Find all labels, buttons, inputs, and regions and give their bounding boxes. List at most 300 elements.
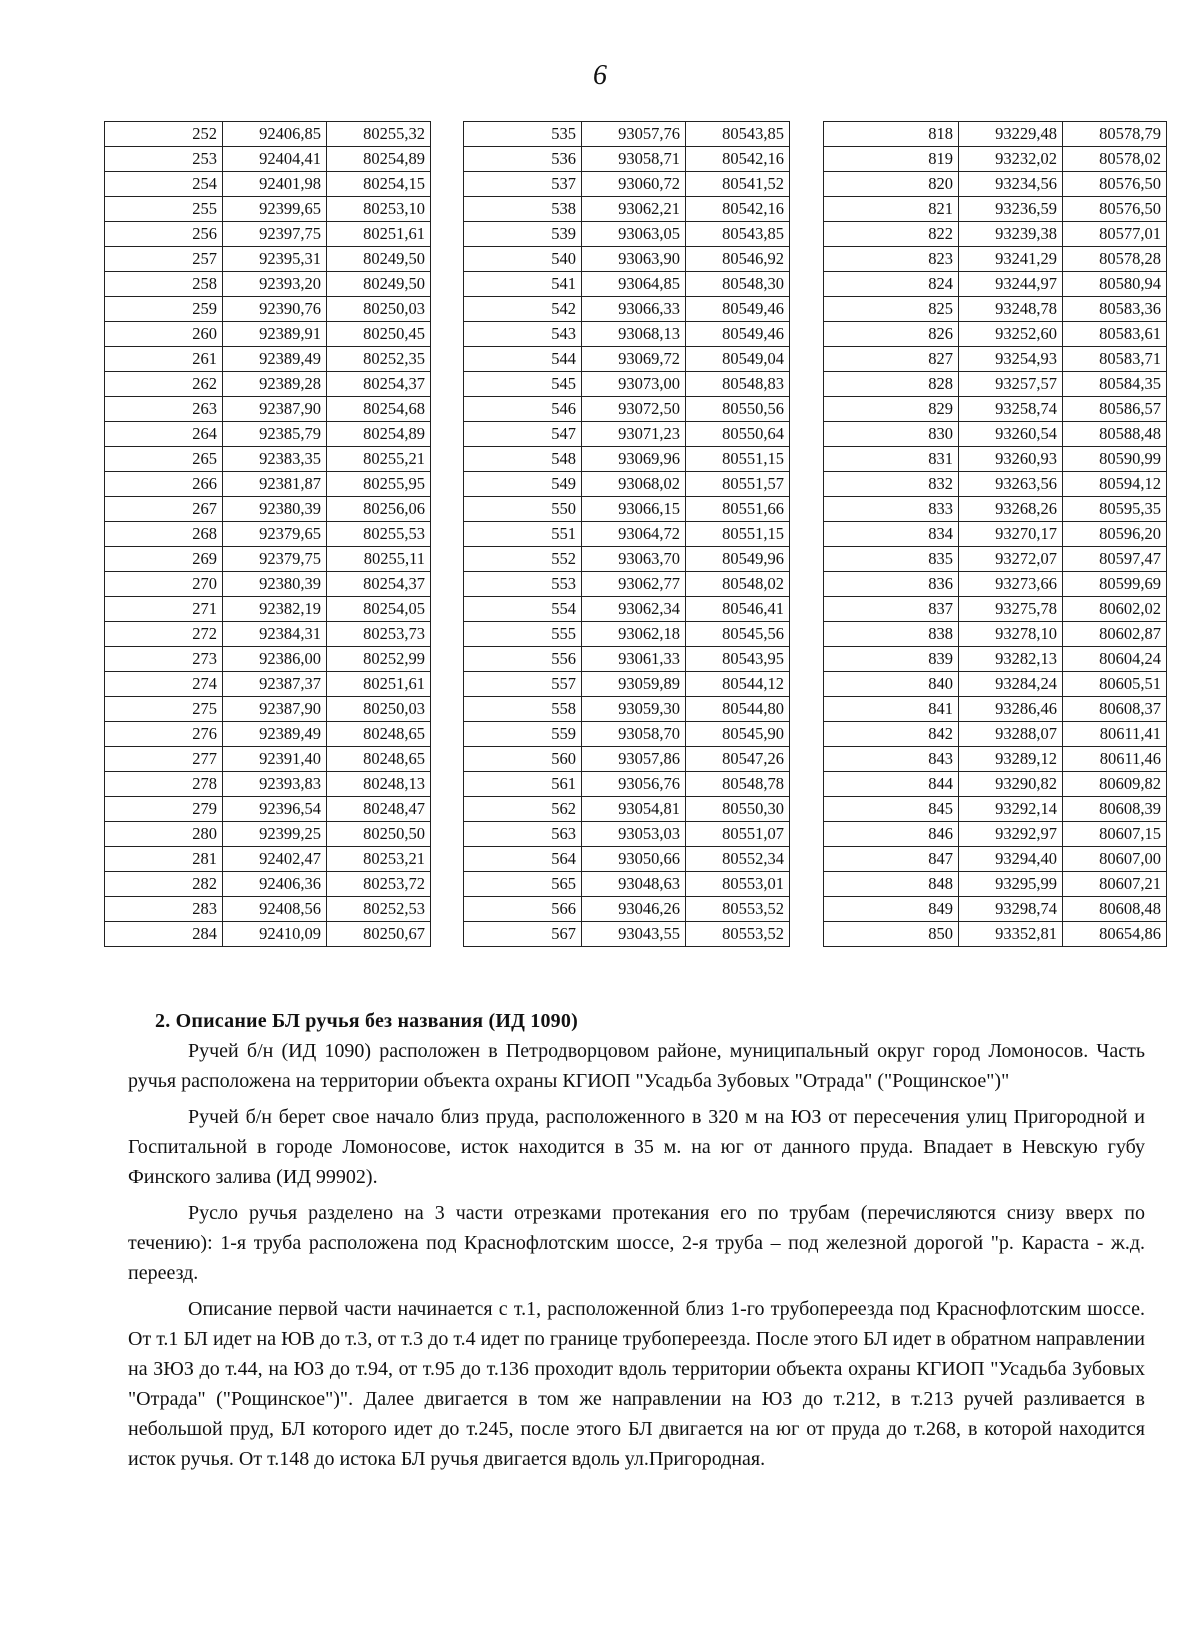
- x-coordinate-cell: 93048,63: [582, 872, 686, 897]
- y-coordinate-cell: 80576,50: [1063, 172, 1167, 197]
- y-coordinate-cell: 80551,07: [686, 822, 790, 847]
- x-coordinate-cell: 92386,00: [223, 647, 327, 672]
- table-row: [105, 822, 431, 847]
- table-row: [105, 572, 431, 597]
- y-coordinate-cell: 80255,21: [327, 447, 431, 472]
- table-row: [105, 647, 431, 672]
- x-coordinate-cell: 92390,76: [223, 297, 327, 322]
- table-row: [464, 372, 790, 397]
- table-row: [824, 597, 1167, 622]
- y-coordinate-cell: 80543,85: [686, 122, 790, 147]
- table-row: [464, 847, 790, 872]
- y-coordinate-cell: 80609,82: [1063, 772, 1167, 797]
- y-coordinate-cell: 80550,56: [686, 397, 790, 422]
- x-coordinate-cell: 93046,26: [582, 897, 686, 922]
- point-number-cell: 841: [824, 697, 959, 722]
- table-row: [105, 147, 431, 172]
- y-coordinate-cell: 80605,51: [1063, 672, 1167, 697]
- y-coordinate-cell: 80542,16: [686, 197, 790, 222]
- y-coordinate-cell: 80549,04: [686, 347, 790, 372]
- table-row: [105, 172, 431, 197]
- table-row: [824, 122, 1167, 147]
- x-coordinate-cell: 93059,30: [582, 697, 686, 722]
- y-coordinate-cell: 80607,21: [1063, 872, 1167, 897]
- table-row: [464, 697, 790, 722]
- x-coordinate-cell: 93062,34: [582, 597, 686, 622]
- x-coordinate-cell: 93062,77: [582, 572, 686, 597]
- point-number-cell: 842: [824, 722, 959, 747]
- y-coordinate-cell: 80580,94: [1063, 272, 1167, 297]
- table-row: [464, 647, 790, 672]
- y-coordinate-cell: 80255,32: [327, 122, 431, 147]
- point-number-cell: 275: [105, 697, 223, 722]
- y-coordinate-cell: 80542,16: [686, 147, 790, 172]
- y-coordinate-cell: 80608,39: [1063, 797, 1167, 822]
- y-coordinate-cell: 80251,61: [327, 222, 431, 247]
- table-row: [824, 197, 1167, 222]
- point-number-cell: 830: [824, 422, 959, 447]
- point-number-cell: 826: [824, 322, 959, 347]
- x-coordinate-cell: 93260,54: [959, 422, 1063, 447]
- table-row: [105, 747, 431, 772]
- table-row: [464, 747, 790, 772]
- y-coordinate-cell: 80252,99: [327, 647, 431, 672]
- x-coordinate-cell: 93272,07: [959, 547, 1063, 572]
- point-number-cell: 269: [105, 547, 223, 572]
- point-number-cell: 828: [824, 372, 959, 397]
- table-row: [824, 547, 1167, 572]
- point-number-cell: 827: [824, 347, 959, 372]
- y-coordinate-cell: 80544,12: [686, 672, 790, 697]
- table-row: [105, 222, 431, 247]
- table-row: [464, 897, 790, 922]
- point-number-cell: 276: [105, 722, 223, 747]
- table-row: [464, 247, 790, 272]
- x-coordinate-cell: 93234,56: [959, 172, 1063, 197]
- point-number-cell: 284: [105, 922, 223, 947]
- x-coordinate-cell: 93352,81: [959, 922, 1063, 947]
- point-number-cell: 846: [824, 822, 959, 847]
- table-row: [464, 197, 790, 222]
- table-row: [105, 372, 431, 397]
- point-number-cell: 839: [824, 647, 959, 672]
- coordinates-table-1: [104, 121, 431, 947]
- table-row: [824, 247, 1167, 272]
- x-coordinate-cell: 92382,19: [223, 597, 327, 622]
- point-number-cell: 277: [105, 747, 223, 772]
- x-coordinate-cell: 93298,74: [959, 897, 1063, 922]
- table-row: [824, 172, 1167, 197]
- table-row: [464, 622, 790, 647]
- y-coordinate-cell: 80594,12: [1063, 472, 1167, 497]
- point-number-cell: 541: [464, 272, 582, 297]
- point-number-cell: 823: [824, 247, 959, 272]
- y-coordinate-cell: 80583,36: [1063, 297, 1167, 322]
- y-coordinate-cell: 80254,89: [327, 147, 431, 172]
- point-number-cell: 549: [464, 472, 582, 497]
- point-number-cell: 542: [464, 297, 582, 322]
- y-coordinate-cell: 80596,20: [1063, 522, 1167, 547]
- table-row: [464, 347, 790, 372]
- x-coordinate-cell: 93058,70: [582, 722, 686, 747]
- point-number-cell: 271: [105, 597, 223, 622]
- x-coordinate-cell: 93050,66: [582, 847, 686, 872]
- x-coordinate-cell: 93062,18: [582, 622, 686, 647]
- table-row: [464, 122, 790, 147]
- y-coordinate-cell: 80248,13: [327, 772, 431, 797]
- table-row: [464, 872, 790, 897]
- y-coordinate-cell: 80248,65: [327, 747, 431, 772]
- point-number-cell: 833: [824, 497, 959, 522]
- table-row: [824, 472, 1167, 497]
- y-coordinate-cell: 80253,73: [327, 622, 431, 647]
- point-number-cell: 274: [105, 672, 223, 697]
- x-coordinate-cell: 92381,87: [223, 472, 327, 497]
- point-number-cell: 822: [824, 222, 959, 247]
- point-number-cell: 836: [824, 572, 959, 597]
- point-number-cell: 279: [105, 797, 223, 822]
- table-row: [105, 522, 431, 547]
- y-coordinate-cell: 80249,50: [327, 272, 431, 297]
- y-coordinate-cell: 80248,65: [327, 722, 431, 747]
- point-number-cell: 848: [824, 872, 959, 897]
- x-coordinate-cell: 93069,96: [582, 447, 686, 472]
- y-coordinate-cell: 80548,02: [686, 572, 790, 597]
- x-coordinate-cell: 93057,86: [582, 747, 686, 772]
- y-coordinate-cell: 80553,01: [686, 872, 790, 897]
- coordinates-table-3: [823, 121, 1167, 947]
- x-coordinate-cell: 93063,70: [582, 547, 686, 572]
- table-row: [105, 247, 431, 272]
- x-coordinate-cell: 93057,76: [582, 122, 686, 147]
- y-coordinate-cell: 80254,68: [327, 397, 431, 422]
- y-coordinate-cell: 80253,10: [327, 197, 431, 222]
- table-row: [824, 347, 1167, 372]
- y-coordinate-cell: 80654,86: [1063, 922, 1167, 947]
- table-row: [464, 722, 790, 747]
- y-coordinate-cell: 80553,52: [686, 897, 790, 922]
- point-number-cell: 551: [464, 522, 582, 547]
- page-number: 6: [593, 60, 607, 91]
- x-coordinate-cell: 93068,02: [582, 472, 686, 497]
- x-coordinate-cell: 92379,65: [223, 522, 327, 547]
- x-coordinate-cell: 93295,99: [959, 872, 1063, 897]
- y-coordinate-cell: 80250,03: [327, 697, 431, 722]
- point-number-cell: 553: [464, 572, 582, 597]
- y-coordinate-cell: 80250,50: [327, 822, 431, 847]
- table-row: [105, 697, 431, 722]
- point-number-cell: 273: [105, 647, 223, 672]
- table-row: [464, 322, 790, 347]
- x-coordinate-cell: 93284,24: [959, 672, 1063, 697]
- x-coordinate-cell: 93054,81: [582, 797, 686, 822]
- x-coordinate-cell: 92393,83: [223, 772, 327, 797]
- table-row: [824, 697, 1167, 722]
- point-number-cell: 563: [464, 822, 582, 847]
- table-row: [105, 297, 431, 322]
- x-coordinate-cell: 92402,47: [223, 847, 327, 872]
- x-coordinate-cell: 92406,85: [223, 122, 327, 147]
- point-number-cell: 540: [464, 247, 582, 272]
- coordinates-table-2: [463, 121, 790, 947]
- point-number-cell: 556: [464, 647, 582, 672]
- x-coordinate-cell: 92383,35: [223, 447, 327, 472]
- x-coordinate-cell: 93288,07: [959, 722, 1063, 747]
- point-number-cell: 547: [464, 422, 582, 447]
- table-row: [464, 547, 790, 572]
- x-coordinate-cell: 92389,91: [223, 322, 327, 347]
- y-coordinate-cell: 80255,95: [327, 472, 431, 497]
- x-coordinate-cell: 93058,71: [582, 147, 686, 172]
- x-coordinate-cell: 93229,48: [959, 122, 1063, 147]
- x-coordinate-cell: 92379,75: [223, 547, 327, 572]
- x-coordinate-cell: 93263,56: [959, 472, 1063, 497]
- x-coordinate-cell: 93275,78: [959, 597, 1063, 622]
- y-coordinate-cell: 80599,69: [1063, 572, 1167, 597]
- x-coordinate-cell: 93292,97: [959, 822, 1063, 847]
- table-row: [464, 922, 790, 947]
- point-number-cell: 818: [824, 122, 959, 147]
- x-coordinate-cell: 93252,60: [959, 322, 1063, 347]
- section-heading: 2. Описание БЛ ручья без названия (ИД 1090): [155, 1010, 578, 1032]
- point-number-cell: 260: [105, 322, 223, 347]
- y-coordinate-cell: 80552,34: [686, 847, 790, 872]
- x-coordinate-cell: 92391,40: [223, 747, 327, 772]
- y-coordinate-cell: 80251,61: [327, 672, 431, 697]
- point-number-cell: 560: [464, 747, 582, 772]
- point-number-cell: 821: [824, 197, 959, 222]
- y-coordinate-cell: 80545,56: [686, 622, 790, 647]
- y-coordinate-cell: 80548,30: [686, 272, 790, 297]
- table-row: [824, 822, 1167, 847]
- y-coordinate-cell: 80583,61: [1063, 322, 1167, 347]
- y-coordinate-cell: 80549,46: [686, 297, 790, 322]
- y-coordinate-cell: 80250,45: [327, 322, 431, 347]
- point-number-cell: 265: [105, 447, 223, 472]
- x-coordinate-cell: 92380,39: [223, 572, 327, 597]
- table-row: [824, 922, 1167, 947]
- table-row: [824, 772, 1167, 797]
- x-coordinate-cell: 93236,59: [959, 197, 1063, 222]
- y-coordinate-cell: 80588,48: [1063, 422, 1167, 447]
- y-coordinate-cell: 80548,78: [686, 772, 790, 797]
- table-row: [464, 397, 790, 422]
- point-number-cell: 254: [105, 172, 223, 197]
- point-number-cell: 538: [464, 197, 582, 222]
- table-row: [824, 747, 1167, 772]
- table-row: [105, 622, 431, 647]
- table-row: [824, 497, 1167, 522]
- x-coordinate-cell: 92380,39: [223, 497, 327, 522]
- table-row: [105, 272, 431, 297]
- y-coordinate-cell: 80595,35: [1063, 497, 1167, 522]
- x-coordinate-cell: 92389,49: [223, 722, 327, 747]
- y-coordinate-cell: 80611,46: [1063, 747, 1167, 772]
- x-coordinate-cell: 93066,33: [582, 297, 686, 322]
- x-coordinate-cell: 93254,93: [959, 347, 1063, 372]
- point-number-cell: 820: [824, 172, 959, 197]
- y-coordinate-cell: 80253,21: [327, 847, 431, 872]
- table-row: [824, 897, 1167, 922]
- point-number-cell: 543: [464, 322, 582, 347]
- point-number-cell: 567: [464, 922, 582, 947]
- point-number-cell: 545: [464, 372, 582, 397]
- y-coordinate-cell: 80249,50: [327, 247, 431, 272]
- y-coordinate-cell: 80553,52: [686, 922, 790, 947]
- y-coordinate-cell: 80597,47: [1063, 547, 1167, 572]
- point-number-cell: 262: [105, 372, 223, 397]
- y-coordinate-cell: 80256,06: [327, 497, 431, 522]
- point-number-cell: 840: [824, 672, 959, 697]
- y-coordinate-cell: 80549,46: [686, 322, 790, 347]
- y-coordinate-cell: 80254,15: [327, 172, 431, 197]
- point-number-cell: 263: [105, 397, 223, 422]
- table-row: [824, 222, 1167, 247]
- x-coordinate-cell: 93290,82: [959, 772, 1063, 797]
- table-row: [824, 322, 1167, 347]
- x-coordinate-cell: 93241,29: [959, 247, 1063, 272]
- table-row: [824, 672, 1167, 697]
- table-row: [105, 322, 431, 347]
- table-row: [105, 472, 431, 497]
- x-coordinate-cell: 92384,31: [223, 622, 327, 647]
- x-coordinate-cell: 93073,00: [582, 372, 686, 397]
- point-number-cell: 546: [464, 397, 582, 422]
- x-coordinate-cell: 93270,17: [959, 522, 1063, 547]
- point-number-cell: 256: [105, 222, 223, 247]
- y-coordinate-cell: 80607,00: [1063, 847, 1167, 872]
- table-row: [464, 772, 790, 797]
- table-row: [464, 297, 790, 322]
- x-coordinate-cell: 93043,55: [582, 922, 686, 947]
- x-coordinate-cell: 93053,03: [582, 822, 686, 847]
- table-row: [105, 422, 431, 447]
- table-row: [824, 272, 1167, 297]
- y-coordinate-cell: 80252,35: [327, 347, 431, 372]
- x-coordinate-cell: 93289,12: [959, 747, 1063, 772]
- y-coordinate-cell: 80543,95: [686, 647, 790, 672]
- x-coordinate-cell: 93061,33: [582, 647, 686, 672]
- table-row: [464, 497, 790, 522]
- point-number-cell: 252: [105, 122, 223, 147]
- x-coordinate-cell: 93292,14: [959, 797, 1063, 822]
- point-number-cell: 845: [824, 797, 959, 822]
- point-number-cell: 561: [464, 772, 582, 797]
- y-coordinate-cell: 80250,03: [327, 297, 431, 322]
- point-number-cell: 838: [824, 622, 959, 647]
- table-row: [464, 447, 790, 472]
- x-coordinate-cell: 92387,37: [223, 672, 327, 697]
- paragraph-2: Ручей б/н берет свое начало близ пруда, расположенного в 320 м на ЮЗ от пересечения улиц Пригородной и Госпитальной в городе Ломоносове, исток находится в 35 м. на юг от данного пруда. Впадает в Невскую губу Финского залива (ИД 99902).: [128, 1106, 1145, 1188]
- point-number-cell: 824: [824, 272, 959, 297]
- table-row: [464, 522, 790, 547]
- x-coordinate-cell: 92399,25: [223, 822, 327, 847]
- point-number-cell: 281: [105, 847, 223, 872]
- y-coordinate-cell: 80602,02: [1063, 597, 1167, 622]
- x-coordinate-cell: 92399,65: [223, 197, 327, 222]
- table-row: [105, 847, 431, 872]
- x-coordinate-cell: 93064,85: [582, 272, 686, 297]
- table-row: [105, 197, 431, 222]
- y-coordinate-cell: 80250,67: [327, 922, 431, 947]
- table-row: [105, 922, 431, 947]
- stream-description-section: [128, 1010, 1145, 1480]
- y-coordinate-cell: 80254,89: [327, 422, 431, 447]
- x-coordinate-cell: 93244,97: [959, 272, 1063, 297]
- y-coordinate-cell: 80255,11: [327, 547, 431, 572]
- table-row: [105, 447, 431, 472]
- table-row: [824, 722, 1167, 747]
- paragraph-1: Ручей б/н (ИД 1090) расположен в Петродворцовом районе, муниципальный округ город Ломоносов. Часть ручья расположена на территории объекта охраны КГИОП "Усадьба Зубовых "Отрада" ("Рощинское")": [128, 1040, 1145, 1092]
- table-row: [105, 722, 431, 747]
- y-coordinate-cell: 80545,90: [686, 722, 790, 747]
- point-number-cell: 555: [464, 622, 582, 647]
- y-coordinate-cell: 80254,37: [327, 372, 431, 397]
- x-coordinate-cell: 93248,78: [959, 297, 1063, 322]
- point-number-cell: 829: [824, 397, 959, 422]
- point-number-cell: 266: [105, 472, 223, 497]
- y-coordinate-cell: 80248,47: [327, 797, 431, 822]
- table-row: [464, 172, 790, 197]
- table-row: [824, 647, 1167, 672]
- y-coordinate-cell: 80584,35: [1063, 372, 1167, 397]
- y-coordinate-cell: 80254,05: [327, 597, 431, 622]
- table-row: [824, 622, 1167, 647]
- point-number-cell: 559: [464, 722, 582, 747]
- table-row: [105, 772, 431, 797]
- point-number-cell: 825: [824, 297, 959, 322]
- point-number-cell: 272: [105, 622, 223, 647]
- x-coordinate-cell: 93068,13: [582, 322, 686, 347]
- y-coordinate-cell: 80546,41: [686, 597, 790, 622]
- table-row: [824, 847, 1167, 872]
- table-row: [105, 672, 431, 697]
- y-coordinate-cell: 80578,28: [1063, 247, 1167, 272]
- x-coordinate-cell: 93072,50: [582, 397, 686, 422]
- x-coordinate-cell: 93282,13: [959, 647, 1063, 672]
- point-number-cell: 557: [464, 672, 582, 697]
- y-coordinate-cell: 80551,66: [686, 497, 790, 522]
- x-coordinate-cell: 93232,02: [959, 147, 1063, 172]
- x-coordinate-cell: 93063,90: [582, 247, 686, 272]
- x-coordinate-cell: 93056,76: [582, 772, 686, 797]
- point-number-cell: 832: [824, 472, 959, 497]
- x-coordinate-cell: 93239,38: [959, 222, 1063, 247]
- y-coordinate-cell: 80611,41: [1063, 722, 1167, 747]
- x-coordinate-cell: 93062,21: [582, 197, 686, 222]
- point-number-cell: 558: [464, 697, 582, 722]
- table-row: [464, 672, 790, 697]
- table-row: [824, 572, 1167, 597]
- point-number-cell: 837: [824, 597, 959, 622]
- x-coordinate-cell: 93257,57: [959, 372, 1063, 397]
- x-coordinate-cell: 92410,09: [223, 922, 327, 947]
- x-coordinate-cell: 92395,31: [223, 247, 327, 272]
- x-coordinate-cell: 92393,20: [223, 272, 327, 297]
- y-coordinate-cell: 80549,96: [686, 547, 790, 572]
- y-coordinate-cell: 80254,37: [327, 572, 431, 597]
- x-coordinate-cell: 93071,23: [582, 422, 686, 447]
- y-coordinate-cell: 80578,02: [1063, 147, 1167, 172]
- y-coordinate-cell: 80541,52: [686, 172, 790, 197]
- y-coordinate-cell: 80578,79: [1063, 122, 1167, 147]
- y-coordinate-cell: 80604,24: [1063, 647, 1167, 672]
- point-number-cell: 554: [464, 597, 582, 622]
- table-row: [824, 872, 1167, 897]
- x-coordinate-cell: 92389,28: [223, 372, 327, 397]
- x-coordinate-cell: 92389,49: [223, 347, 327, 372]
- y-coordinate-cell: 80586,57: [1063, 397, 1167, 422]
